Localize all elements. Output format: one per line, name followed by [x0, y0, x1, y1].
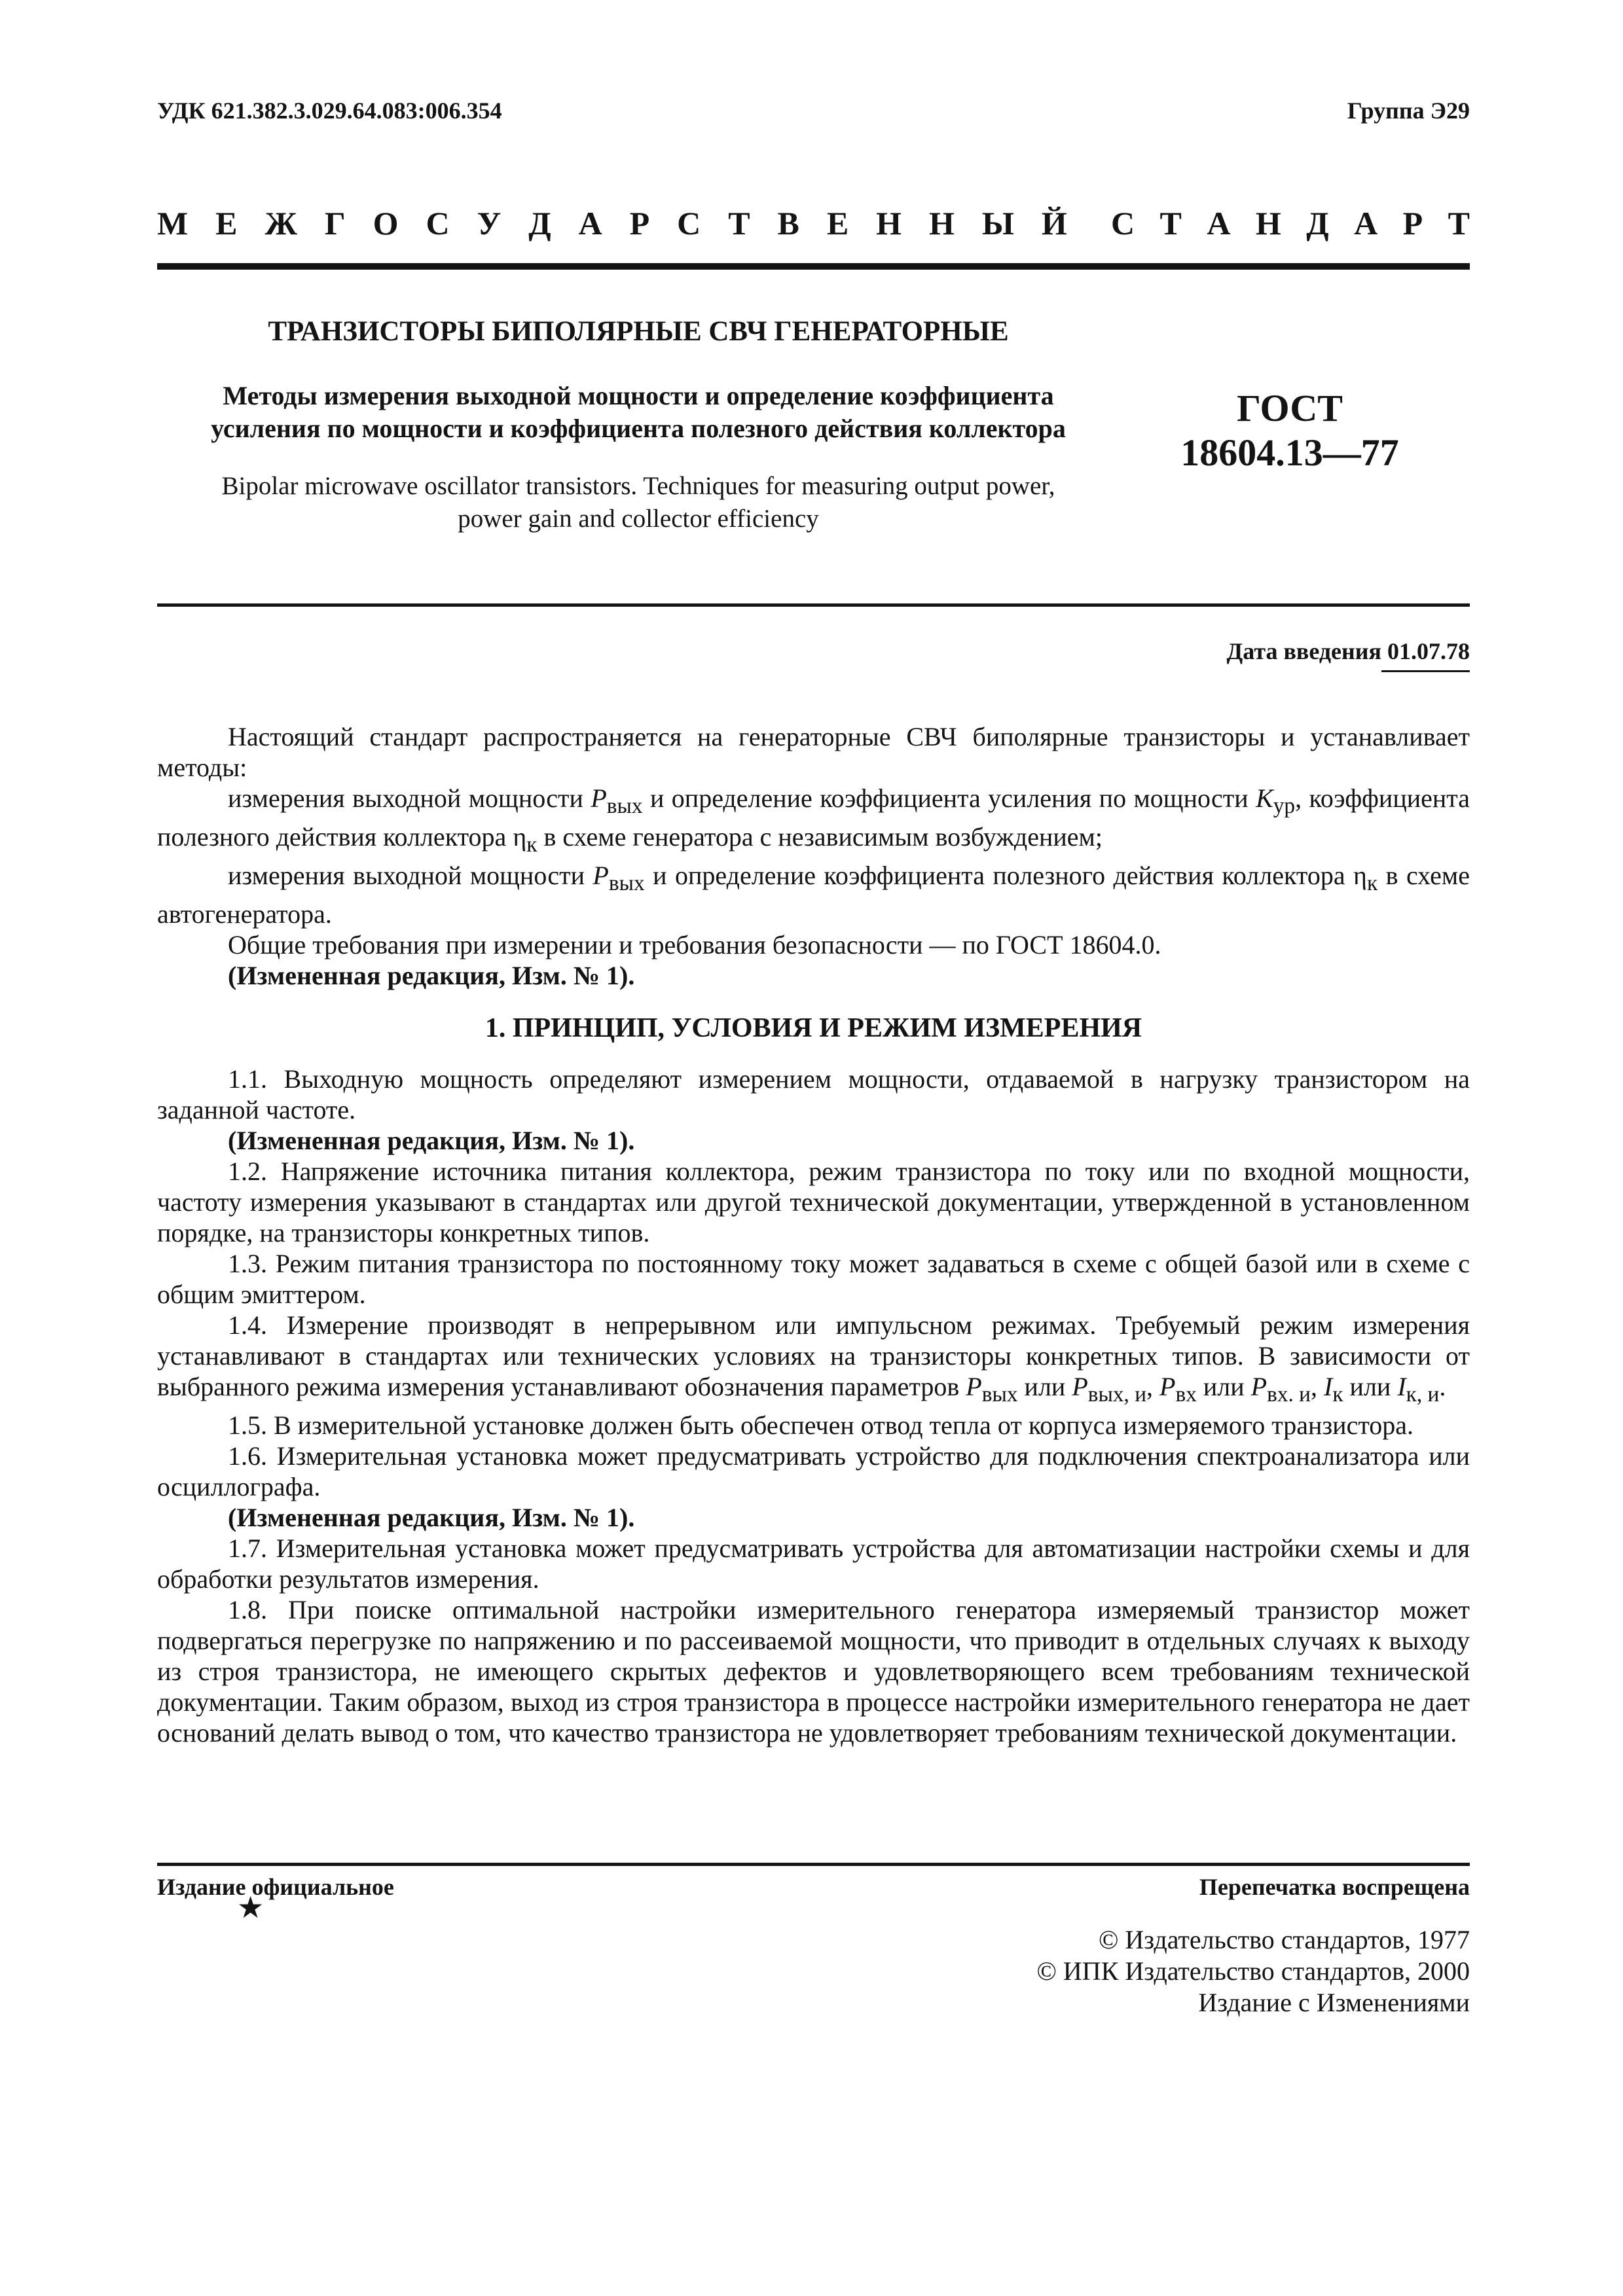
gost-number	[1139, 386, 1440, 475]
symbol-p: P	[966, 1372, 982, 1401]
text-run: ,	[1311, 1372, 1324, 1401]
subscript: к, и	[1406, 1382, 1440, 1407]
banner-letter: Ы	[981, 205, 1014, 242]
banner-letter: А	[1207, 205, 1231, 242]
text-run: в схеме автогенератора.	[157, 861, 1470, 929]
banner-letter: С	[677, 205, 701, 242]
group-code: Группа Э29	[1347, 98, 1470, 124]
subscript: вх	[1175, 1382, 1197, 1407]
symbol-p: P	[1159, 1372, 1176, 1401]
udk-code: УДК 621.382.3.029.64.083:006.354	[157, 98, 502, 124]
copyright-2000: © ИПК Издательство стандартов, 2000	[1036, 1956, 1470, 1986]
clause-1-4	[157, 1310, 1470, 1410]
text-run: в схеме генератора с независимым возбуждением;	[537, 822, 1103, 852]
footer-divider	[157, 1863, 1470, 1866]
text-run: или	[1017, 1372, 1072, 1401]
banner-letter: Н	[1255, 205, 1281, 242]
subscript: вых, и	[1087, 1382, 1147, 1407]
effective-date-underline	[1381, 670, 1470, 672]
text-run: и определение коэффициента усиления по мощности	[642, 783, 1256, 813]
clause-1-1: 1.1. Выходную мощность определяют измерением мощности, отдаваемой в нагрузку транзистором на заданной частоте.	[157, 1064, 1470, 1124]
text-run: , коэффициента полезного действия коллектора	[157, 783, 1470, 852]
document-title: ТРАНЗИСТОРЫ БИПОЛЯРНЫЕ СВЧ ГЕНЕРАТОРНЫЕ	[268, 316, 1009, 347]
star-icon: ★	[237, 1891, 264, 1924]
banner-letter: Т	[1448, 205, 1470, 242]
clause-1-8: 1.8. При поиске оптимальной настройки измерительного генератора измеряемый транзистор может подвергаться перегрузке по напряжению и по рассеиваемой мощности, что приводит в отдельных случаях к выходу из строя транзистора, не имеющего скрытых дефектов и удовлетворяющего всем требованиям технической документации. Таким образом, выход из строя транзистора в процессе настройки измерительного генератора не дает оснований делать вывод о том, что качество транзистора не удовлетворяет требованиям технической документации.	[157, 1595, 1470, 1748]
banner-letter: Т	[728, 205, 750, 242]
amendment-note: (Измененная редакция, Изм. № 1).	[228, 961, 635, 990]
banner-letter: С	[426, 205, 450, 242]
subtitle-en-line-1: Bipolar microwave oscillator transistors. Techniques for measuring output power,	[221, 472, 1055, 500]
clause-1-6: 1.6. Измерительная установка может предусматривать устройство для подключения спектроанализатора или осциллографа.	[157, 1441, 1470, 1501]
text-run: ,	[1146, 1372, 1160, 1401]
text-run: измерения выходной мощности	[228, 861, 593, 890]
edition-note: Издание с Изменениями	[1198, 1988, 1470, 2017]
subscript: вых	[606, 794, 643, 818]
amendment-note: (Измененная редакция, Изм. № 1).	[228, 1126, 635, 1155]
clause-1-7: 1.7. Измерительная установка может предусматривать устройства для автоматизации настройки схемы и для обработки результатов измерения.	[157, 1534, 1470, 1594]
gost-code: 18604.13—77	[1180, 431, 1399, 474]
banner-letter: О	[373, 205, 399, 242]
section-1-heading: 1. ПРИНЦИП, УСЛОВИЯ И РЕЖИМ ИЗМЕРЕНИЯ	[484, 1013, 1142, 1043]
banner-letter: В	[777, 205, 799, 242]
general-requirements-paragraph: Общие требования при измерении и требования безопасности — по ГОСТ 18604.0.	[228, 930, 1161, 960]
gost-label: ГОСТ	[1237, 387, 1343, 429]
subscript: вых	[981, 1382, 1018, 1407]
title-divider	[157, 603, 1470, 607]
subscript: вх. и	[1267, 1382, 1311, 1407]
official-edition: Издание официальное	[157, 1874, 394, 1900]
symbol-eta: η	[1353, 861, 1367, 890]
symbol-eta: η	[513, 822, 527, 852]
subscript: к	[526, 833, 538, 857]
banner-letter: Ж	[264, 205, 297, 242]
banner-letter: Г	[324, 205, 346, 242]
document-body	[157, 721, 1470, 1748]
subtitle-ru-line-1: Методы измерения выходной мощности и определение коэффициента	[223, 381, 1054, 410]
subscript: к	[1332, 1382, 1343, 1407]
header-divider	[157, 263, 1470, 270]
subtitle-ru-line-2: усиления по мощности и коэффициента полезного действия коллектора	[211, 414, 1066, 443]
intro-paragraph: Настоящий стандарт распространяется на генераторные СВЧ биполярные транзисторы и устанавливает методы:	[157, 722, 1470, 782]
effective-date	[1227, 637, 1470, 665]
text-run: и определение коэффициента полезного действия коллектора	[644, 861, 1354, 890]
banner-letter: Д	[528, 205, 551, 242]
clause-1-2: 1.2. Напряжение источника питания коллектора, режим транзистора по току или по входной мощности, частоту измерения указывают в стандартах или другой технической документации, утвержденной в установленном порядке, на транзисторы конкретных типов.	[157, 1157, 1470, 1247]
banner-word-interstate	[157, 204, 1067, 242]
banner-letter: Н	[929, 205, 955, 242]
banner-letter: Т	[1159, 205, 1182, 242]
banner-letter: Й	[1041, 205, 1067, 242]
banner-letter: Е	[826, 205, 849, 242]
symbol-p-out: P	[593, 861, 609, 890]
banner-letter: Р	[1402, 205, 1423, 242]
symbol-i: I	[1324, 1372, 1333, 1401]
text-run: 1.4. Измерение производят в непрерывном или импульсном режимах. Требуемый режим измерения устанавливают в стандартах или технических условиях на транзисторы конкретных типов. В зависимости от выбранного режима измерения устанавливают обозначения параметров	[157, 1310, 1470, 1401]
text-run: или	[1343, 1372, 1398, 1401]
symbol-p: P	[1250, 1372, 1267, 1401]
method-2-paragraph	[157, 860, 1470, 929]
symbol-i: I	[1397, 1372, 1406, 1401]
effective-date-label: Дата введения	[1226, 638, 1381, 664]
subtitle-en-line-2: power gain and collector efficiency	[458, 505, 819, 533]
banner-letter: М	[157, 205, 189, 242]
banner-letter: Н	[876, 205, 902, 242]
document-subtitle-en	[157, 470, 1120, 535]
banner-letter: Е	[215, 205, 238, 242]
subscript: к	[1366, 871, 1378, 895]
subscript: ур	[1273, 794, 1296, 818]
standard-banner	[157, 204, 1470, 242]
document-subtitle-ru	[157, 380, 1120, 445]
clause-1-3: 1.3. Режим питания транзистора по постоянному току может задаваться в схеме с общей базой или в схеме с общим эмиттером.	[157, 1249, 1470, 1309]
method-1-paragraph	[157, 783, 1470, 860]
banner-letter: А	[1354, 205, 1378, 242]
copyright-1977: © Издательство стандартов, 1977	[1098, 1925, 1470, 1954]
banner-letter: Д	[1306, 205, 1329, 242]
symbol-k-gain: K	[1256, 783, 1273, 813]
amendment-note: (Измененная редакция, Изм. № 1).	[228, 1503, 635, 1532]
banner-letter: Р	[629, 205, 650, 242]
effective-date-value: 01.07.78	[1387, 638, 1470, 664]
reprint-prohibited: Перепечатка воспрещена	[1199, 1874, 1470, 1900]
banner-letter: У	[477, 205, 501, 242]
copyright-block	[1037, 1924, 1470, 2018]
text-run: измерения выходной мощности	[228, 783, 591, 813]
banner-letter: А	[578, 205, 602, 242]
symbol-p: P	[1072, 1372, 1088, 1401]
banner-letter: С	[1111, 205, 1135, 242]
banner-word-standard	[1111, 204, 1470, 242]
symbol-p-out: P	[591, 783, 607, 813]
subscript: вых	[608, 871, 645, 895]
text-run: .	[1439, 1372, 1446, 1401]
text-run: или	[1196, 1372, 1251, 1401]
clause-1-5: 1.5. В измерительной установке должен быть обеспечен отвод тепла от корпуса измеряемого транзистора.	[228, 1410, 1414, 1440]
